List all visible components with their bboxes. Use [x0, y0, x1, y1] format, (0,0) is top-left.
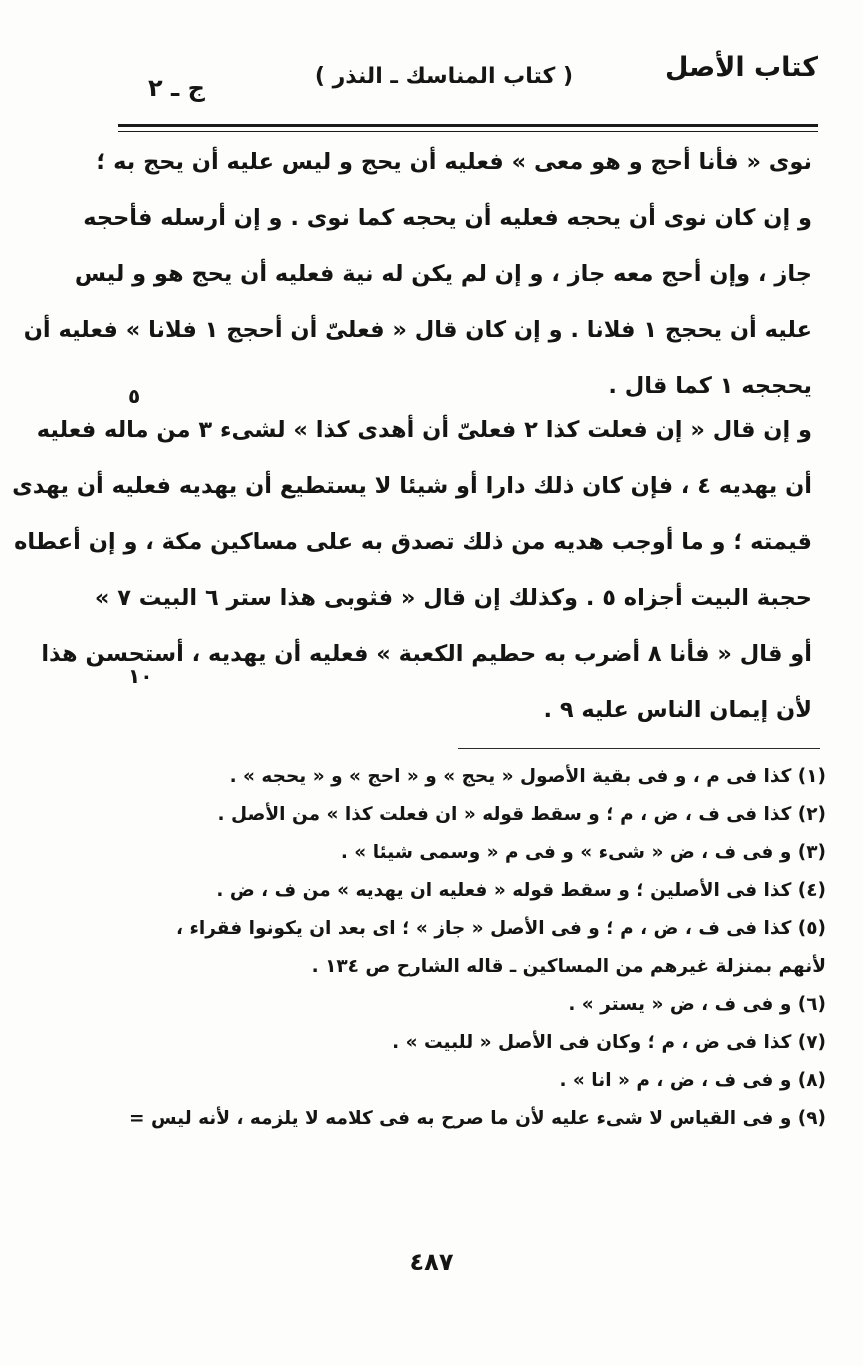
- text-line: و إن قال « إن فعلت كذا ٢ فعلىّ أن أهدى كذا » لشىء ٣ من ماله فعليه: [36, 417, 812, 443]
- book-title: كتاب الأصل: [665, 52, 818, 83]
- footnotes: [129, 758, 826, 1138]
- text-line: قيمته ؛ و ما أوجب هديه من ذلك تصدق به على مساكين مكة ، و إن أعطاه: [14, 529, 812, 555]
- line-number-5: ٥: [128, 384, 141, 408]
- page-number: ٤٨٧: [409, 1248, 454, 1276]
- footnote-3: (٣) و فى ف ، ض « شىء » و فى م « وسمى شيئا » .: [340, 842, 826, 863]
- section-title: ( كتاب المناسك ـ النذر ): [314, 64, 573, 89]
- volume-part: ج ـ ٢: [148, 74, 205, 102]
- footnote-7: (٧) كذا فى ض ، م ؛ وكان فى الأصل « للبيت » .: [392, 1032, 826, 1053]
- paragraph-1: [23, 134, 812, 414]
- text-line: جاز ، وإن أحج معه جاز ، و إن لم يكن له نية فعليه أن يحج هو و ليس: [74, 261, 812, 287]
- running-header: [118, 52, 818, 102]
- header-rule-thick: [118, 124, 818, 127]
- footnote-9: (٩) و فى القياس لا شىء عليه لأن ما صرح به فى كلامه لا يلزمه ، لأنه ليس =: [129, 1108, 826, 1129]
- footnote-separator: [458, 748, 820, 749]
- footnote-6: (٦) و فى ف ، ض « يستر » .: [568, 994, 826, 1015]
- footnote-2: (٢) كذا فى ف ، ض ، م ؛ و سقط قوله « ان فعلت كذا » من الأصل .: [217, 804, 826, 825]
- text-line: عليه أن يحجج ١ فلانا . و إن كان قال « فعلىّ أن أحجج ١ فلانا » فعليه أن: [23, 317, 812, 343]
- text-line: يحججه ١ كما قال .: [608, 373, 812, 399]
- footnote-1: (١) كذا فى م ، و فى بقية الأصول « يحج » و « احج » و « يحجه » .: [229, 766, 826, 787]
- header-rule-thin: [118, 131, 818, 132]
- line-number-10: ١٠: [128, 664, 153, 688]
- text-line: أن يهديه ٤ ، فإن كان ذلك دارا أو شيئا لا يستطيع أن يهديه فعليه أن يهدى: [12, 473, 812, 499]
- footnote-5: (٥) كذا فى ف ، ض ، م ؛ و فى الأصل « جاز » ؛ اى بعد ان يكونوا فقراء ،: [175, 918, 826, 939]
- footnote-8: (٨) و فى ف ، ض ، م « انا » .: [559, 1070, 826, 1091]
- footnote-5-continued: لأنهم بمنزلة غيرهم من المساكين ـ قاله الشارح ص ١٣٤ .: [311, 956, 826, 977]
- text-line: حجبة البيت أجزاه ٥ . وكذلك إن قال « فثوبى هذا ستر ٦ البيت ٧ »: [94, 585, 812, 611]
- text-line: لأن إيمان الناس عليه ٩ .: [543, 697, 812, 723]
- text-line: نوى « فأنا أحج و هو معى » فعليه أن يحج و ليس عليه أن يحج به ؛: [96, 149, 812, 175]
- footnote-4: (٤) كذا فى الأصلين ؛ و سقط قوله « فعليه ان يهديه » من ف ، ض .: [216, 880, 826, 901]
- text-line: أو قال « فأنا ٨ أضرب به حطيم الكعبة » فعليه أن يهديه ، أستحسن هذا: [41, 641, 812, 667]
- text-line: و إن كان نوى أن يحجه فعليه أن يحجه كما نوى . و إن أرسله فأحجه: [83, 205, 812, 231]
